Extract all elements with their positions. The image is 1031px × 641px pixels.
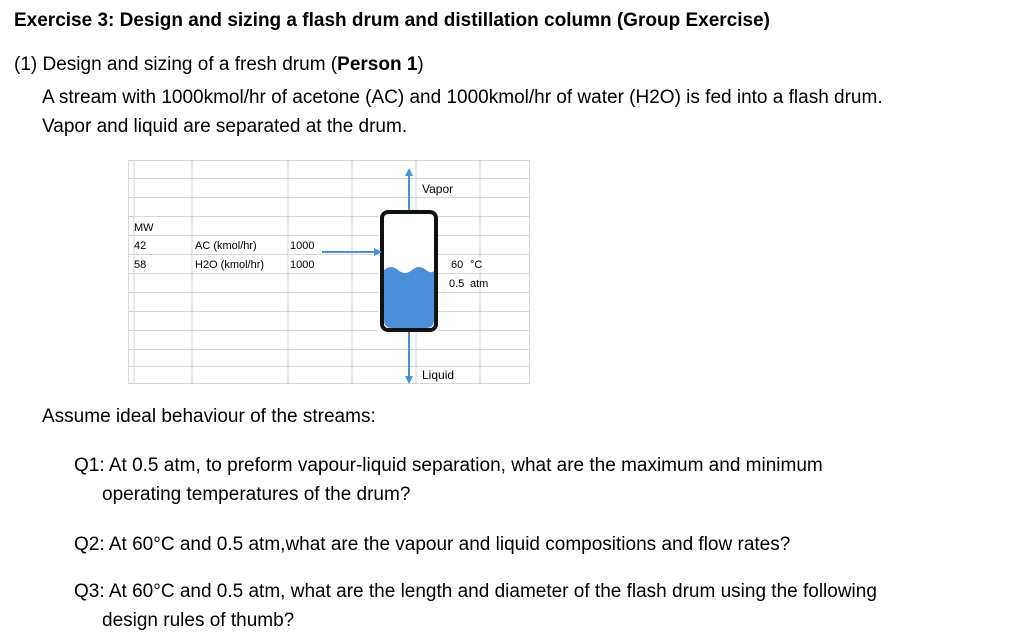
flash-drum-diagram	[128, 160, 530, 386]
ac-value: 1000	[290, 240, 315, 252]
pressure-value: 0.5	[449, 278, 465, 290]
drum-liquid	[384, 267, 434, 328]
section-heading-person: Person 1	[337, 54, 418, 75]
ac-label: AC (kmol/hr)	[195, 240, 257, 252]
question-3-line-1: Q3: At 60°C and 0.5 atm, what are the length and diameter of the flash drum using the following	[74, 581, 877, 602]
vapor-label: Vapor	[422, 182, 454, 196]
pressure-unit: atm	[470, 278, 489, 290]
intro-line-2: Vapor and liquid are separated at the drum.	[42, 116, 408, 137]
mw-ac: 42	[134, 240, 147, 252]
temperature-value: 60	[451, 259, 464, 271]
mw-header: MW	[134, 222, 154, 234]
liquid-label: Liquid	[422, 368, 455, 382]
section-heading	[14, 54, 424, 76]
h2o-value: 1000	[290, 259, 315, 271]
assumption-text: Assume ideal behaviour of the streams:	[42, 406, 376, 427]
section-heading-suffix: )	[417, 54, 424, 75]
section-heading-prefix: (1) Design and sizing of a fresh drum (	[14, 54, 338, 75]
h2o-label: H2O (kmol/hr)	[195, 259, 265, 271]
question-3-line-2: design rules of thumb?	[102, 610, 295, 631]
question-1-line-2: operating temperatures of the drum?	[102, 484, 411, 505]
mw-h2o: 58	[134, 259, 147, 271]
question-1-line-1: Q1: At 0.5 atm, to preform vapour-liquid separation, what are the maximum and minimum	[74, 455, 823, 476]
intro-line-1: A stream with 1000kmol/hr of acetone (AC) and 1000kmol/hr of water (H2O) is fed into a flash drum.	[42, 87, 883, 108]
page-title: Exercise 3: Design and sizing a flash drum and distillation column (Group Exercise)	[14, 10, 770, 31]
spreadsheet-grid	[128, 160, 530, 384]
temperature-unit: °C	[470, 259, 483, 271]
question-2: Q2: At 60°C and 0.5 atm,what are the vapour and liquid compositions and flow rates?	[74, 534, 791, 555]
